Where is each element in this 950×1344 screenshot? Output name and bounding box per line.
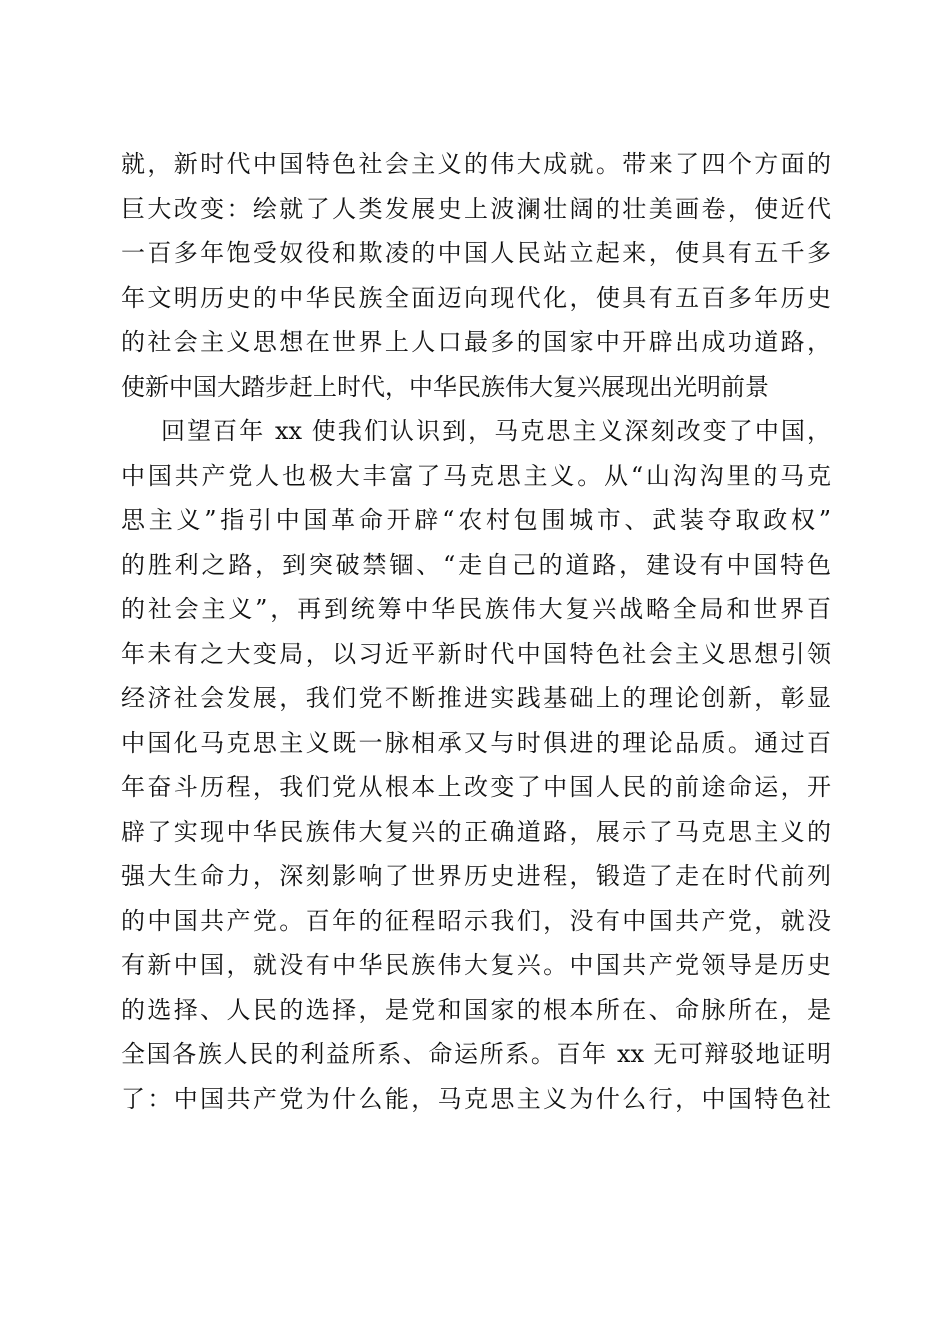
text-line: 巨大改变：绘就了人类发展史上波澜壮阔的壮美画卷，使近代 xyxy=(121,194,831,223)
text-line: 思主义”指引中国革命开辟“农村包围城市、武装夺取政权” xyxy=(121,506,831,534)
text-line: 一百多年饱受奴役和欺凌的中国人民站立起来，使具有五千多 xyxy=(121,239,831,267)
text-line: 的中国共产党。百年的征程昭示我们，没有中国共产党，就没 xyxy=(121,906,831,935)
text-line: 了：中国共产党为什么能，马克思主义为什么行，中国特色社 xyxy=(121,1084,831,1113)
text-line: 的胜利之路，到突破禁锢、“走自己的道路，建设有中国特色 xyxy=(121,550,831,579)
text-line: 的社会主义”，再到统筹中华民族伟大复兴战略全局和世界百 xyxy=(121,595,831,623)
text-line: 强大生命力，深刻影响了世界历史进程，锻造了走在时代前列 xyxy=(121,862,831,890)
text-line: 的社会主义思想在世界上人口最多的国家中开辟出成功道路， xyxy=(121,328,831,356)
text-line: 中国共产党人也极大丰富了马克思主义。从“山沟沟里的马克 xyxy=(121,461,831,490)
text-line: 全国各族人民的利益所系、命运所系。百年 xx 无可辩驳地证明 xyxy=(121,1040,831,1068)
body-text xyxy=(121,142,831,1121)
text-line: 有新中国，就没有中华民族伟大复兴。中国共产党领导是历史 xyxy=(121,951,831,979)
text-line: 辟了实现中华民族伟大复兴的正确道路，展示了马克思主义的 xyxy=(121,817,831,846)
text-line: 的选择、人民的选择，是党和国家的根本所在、命脉所在，是 xyxy=(121,995,831,1024)
text-line: 就，新时代中国特色社会主义的伟大成就。带来了四个方面的 xyxy=(121,150,831,178)
text-line: 经济社会发展，我们党不断推进实践基础上的理论创新，彰显 xyxy=(121,684,831,712)
text-line: 年奋斗历程，我们党从根本上改变了中国人民的前途命运，开 xyxy=(121,773,831,801)
text-line: 年未有之大变局，以习近平新时代中国特色社会主义思想引领 xyxy=(121,639,831,668)
paragraph-first-line: 回望百年 xx 使我们认识到，马克思主义深刻改变了中国， xyxy=(161,417,831,445)
text-line: 使新中国大踏步赶上时代，中华民族伟大复兴展现出光明前景 xyxy=(121,372,769,401)
text-line: 中国化马克思主义既一脉相承又与时俱进的理论品质。通过百 xyxy=(121,728,831,757)
text-line: 年文明历史的中华民族全面迈向现代化，使具有五百多年历史 xyxy=(121,283,831,312)
